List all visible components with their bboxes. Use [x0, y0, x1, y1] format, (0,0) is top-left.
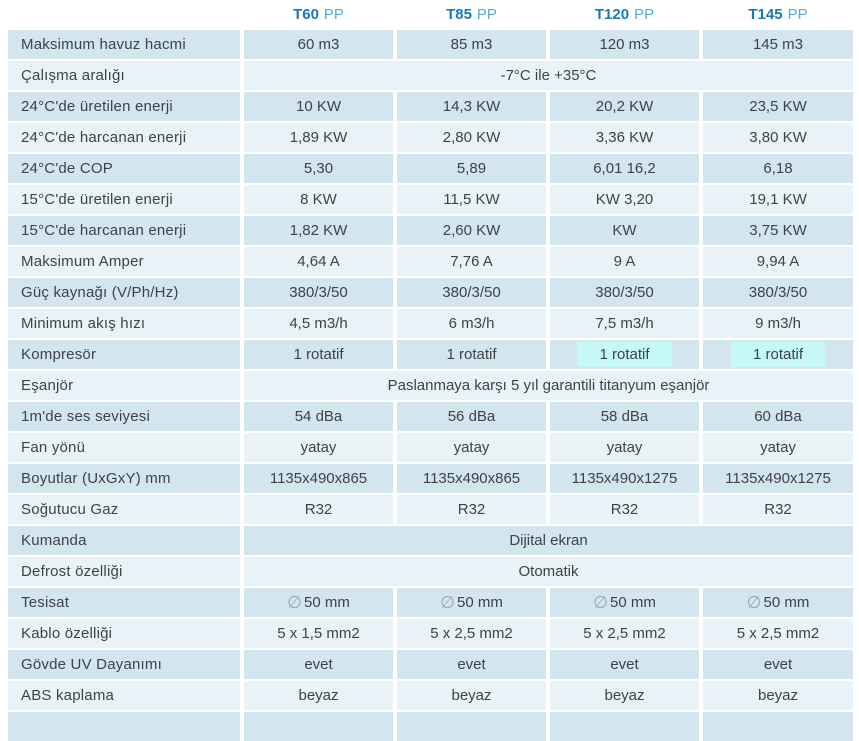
spec-label: Maksimum havuz hacmi [8, 30, 240, 59]
table-row [8, 681, 855, 710]
table-row [8, 278, 855, 307]
spec-value: evet [244, 650, 393, 679]
spec-value: 1135x490x865 [244, 464, 393, 493]
spec-value: 4,64 A [244, 247, 393, 276]
spec-label: 1m'de ses seviyesi [8, 402, 240, 431]
spec-label: Kumanda [8, 526, 240, 555]
spec-value: evet [550, 650, 699, 679]
table-row [8, 30, 855, 59]
spec-value: 2,60 KW [397, 216, 546, 245]
spec-value: 10 KW [244, 92, 393, 121]
table-row [8, 185, 855, 214]
diameter-icon: ∅ [746, 593, 762, 612]
spec-value: beyaz [550, 681, 699, 710]
spec-value: 1 rotatif [244, 340, 393, 369]
table-row [8, 557, 855, 586]
spec-label: Güç kaynağı (V/Ph/Hz) [8, 278, 240, 307]
table-row [8, 216, 855, 245]
spec-value: beyaz [703, 681, 853, 710]
column-header-t120 [550, 0, 699, 28]
spec-value: 5 x 1,5 mm2 [244, 619, 393, 648]
spec-value-span: Otomatik [244, 557, 853, 586]
model-name: T85 [446, 5, 472, 23]
table-row [8, 154, 855, 183]
spec-label: Defrost özelliği [8, 557, 240, 586]
spec-value: 9 A [550, 247, 699, 276]
spec-value: ∅ 50 mm [397, 588, 546, 617]
model-suffix: PP [787, 5, 808, 23]
spec-label: Fan yönü [8, 433, 240, 462]
table-row [8, 619, 855, 648]
spec-label: 24°C'de COP [8, 154, 240, 183]
spec-value [703, 340, 853, 369]
spec-value: 380/3/50 [244, 278, 393, 307]
diameter-icon: ∅ [440, 593, 455, 612]
spec-value [397, 712, 546, 741]
spec-value: 5 x 2,5 mm2 [397, 619, 546, 648]
spec-value: yatay [244, 433, 393, 462]
spec-value: R32 [397, 495, 546, 524]
table-row [8, 588, 855, 617]
spec-label: Eşanjör [8, 371, 240, 400]
spec-value-span: Dijital ekran [244, 526, 853, 555]
spec-value: 380/3/50 [397, 278, 546, 307]
spec-value: 5 x 2,5 mm2 [703, 619, 853, 648]
spec-value: beyaz [244, 681, 393, 710]
spec-value: R32 [550, 495, 699, 524]
column-header-t60 [244, 0, 393, 28]
model-suffix: PP [634, 5, 655, 23]
table-row [8, 433, 855, 462]
spec-value: 380/3/50 [550, 278, 699, 307]
spec-label: Çalışma aralığı [8, 61, 240, 90]
spec-value [703, 712, 853, 741]
spec-value: 60 dBa [703, 402, 853, 431]
column-header-t145 [703, 0, 853, 28]
spec-value: 8 KW [244, 185, 393, 214]
spec-label: 15°C'de harcanan enerji [8, 216, 240, 245]
spec-value: 120 m3 [550, 30, 699, 59]
spec-label [8, 712, 240, 741]
spec-value: ∅ 50 mm [244, 588, 393, 617]
spec-value: 3,80 KW [703, 123, 853, 152]
table-row [8, 309, 855, 338]
spec-value [550, 712, 699, 741]
spec-value: 6,01 16,2 [550, 154, 699, 183]
spec-value: 14,3 KW [397, 92, 546, 121]
header-empty-cell [8, 0, 240, 28]
spec-value: 56 dBa [397, 402, 546, 431]
spec-value: yatay [397, 433, 546, 462]
spec-value: evet [703, 650, 853, 679]
diameter-icon: ∅ [593, 593, 608, 612]
table-row [8, 123, 855, 152]
spec-value: 6 m3/h [397, 309, 546, 338]
spec-value: 60 m3 [244, 30, 393, 59]
spec-value: 85 m3 [397, 30, 546, 59]
spec-value: 19,1 KW [703, 185, 853, 214]
spec-value: evet [397, 650, 546, 679]
spec-label: Maksimum Amper [8, 247, 240, 276]
cutoff-row-sliver [8, 712, 855, 741]
table-row [8, 402, 855, 431]
spec-value: 1135x490x1275 [703, 464, 853, 493]
spec-value: 5,89 [397, 154, 546, 183]
model-name: T145 [748, 5, 783, 23]
spec-label: 24°C'de üretilen enerji [8, 92, 240, 121]
spec-label: Soğutucu Gaz [8, 495, 240, 524]
column-header-t85 [397, 0, 546, 28]
spec-value: 5 x 2,5 mm2 [550, 619, 699, 648]
spec-value: 3,75 KW [703, 216, 853, 245]
spec-value: 4,5 m3/h [244, 309, 393, 338]
spec-label: 24°C'de harcanan enerji [8, 123, 240, 152]
table-row [8, 371, 855, 400]
table-row [8, 495, 855, 524]
spec-label: Boyutlar (UxGxY) mm [8, 464, 240, 493]
table-header [8, 0, 855, 28]
spec-value: 1,82 KW [244, 216, 393, 245]
spec-value-span: -7°C ile +35°C [244, 61, 853, 90]
table-row [8, 650, 855, 679]
table-row [8, 247, 855, 276]
model-suffix: PP [323, 5, 344, 23]
spec-value: 23,5 KW [703, 92, 853, 121]
spec-label: Tesisat [8, 588, 240, 617]
spec-value: 145 m3 [703, 30, 853, 59]
spec-value: 6,18 [703, 154, 853, 183]
spec-label: Gövde UV Dayanımı [8, 650, 240, 679]
spec-value: 5,30 [244, 154, 393, 183]
spec-value [244, 712, 393, 741]
spec-value: 7,5 m3/h [550, 309, 699, 338]
spec-value-span: Paslanmaya karşı 5 yıl garantili titanyum eşanjör [244, 371, 853, 400]
spec-value: 7,76 A [397, 247, 546, 276]
model-name: T120 [594, 5, 630, 23]
spec-label: Kompresör [8, 340, 240, 369]
spec-value: yatay [550, 433, 699, 462]
model-suffix: PP [476, 5, 497, 23]
spec-value: 58 dBa [550, 402, 699, 431]
spec-value: 380/3/50 [703, 278, 853, 307]
spec-value: 9,94 A [703, 247, 853, 276]
table-row [8, 92, 855, 121]
spec-value: yatay [703, 433, 853, 462]
spec-value: KW 3,20 [550, 185, 699, 214]
spec-value: 1135x490x1275 [550, 464, 699, 493]
spec-value: 3,36 KW [550, 123, 699, 152]
model-name: T60 [293, 5, 319, 23]
diameter-icon: ∅ [287, 593, 302, 612]
spec-value: R32 [244, 495, 393, 524]
spec-label: ABS kaplama [8, 681, 240, 710]
table-row [8, 61, 855, 90]
table-row [8, 526, 855, 555]
spec-value: ∅ 50 mm [550, 588, 699, 617]
spec-value: 20,2 KW [550, 92, 699, 121]
spec-value: 11,5 KW [397, 185, 546, 214]
table-row [8, 464, 855, 493]
highlighted-value: 1 rotatif [577, 342, 671, 367]
spec-label: 15°C'de üretilen enerji [8, 185, 240, 214]
spec-value: 9 m3/h [703, 309, 853, 338]
spec-value: 2,80 KW [397, 123, 546, 152]
spec-value: 54 dBa [244, 402, 393, 431]
spec-value: 1,89 KW [244, 123, 393, 152]
spec-label: Kablo özelliği [8, 619, 240, 648]
highlighted-value: 1 rotatif [731, 342, 825, 367]
spec-value [550, 340, 699, 369]
spec-label: Minimum akış hızı [8, 309, 240, 338]
spec-value: R32 [703, 495, 853, 524]
spec-table-body [8, 30, 855, 710]
spec-value: 1135x490x865 [397, 464, 546, 493]
spec-value: beyaz [397, 681, 546, 710]
table-row [8, 340, 855, 369]
spec-value: ∅ 50 mm [703, 588, 853, 617]
spec-value: 1 rotatif [397, 340, 546, 369]
spec-value: KW [550, 216, 699, 245]
